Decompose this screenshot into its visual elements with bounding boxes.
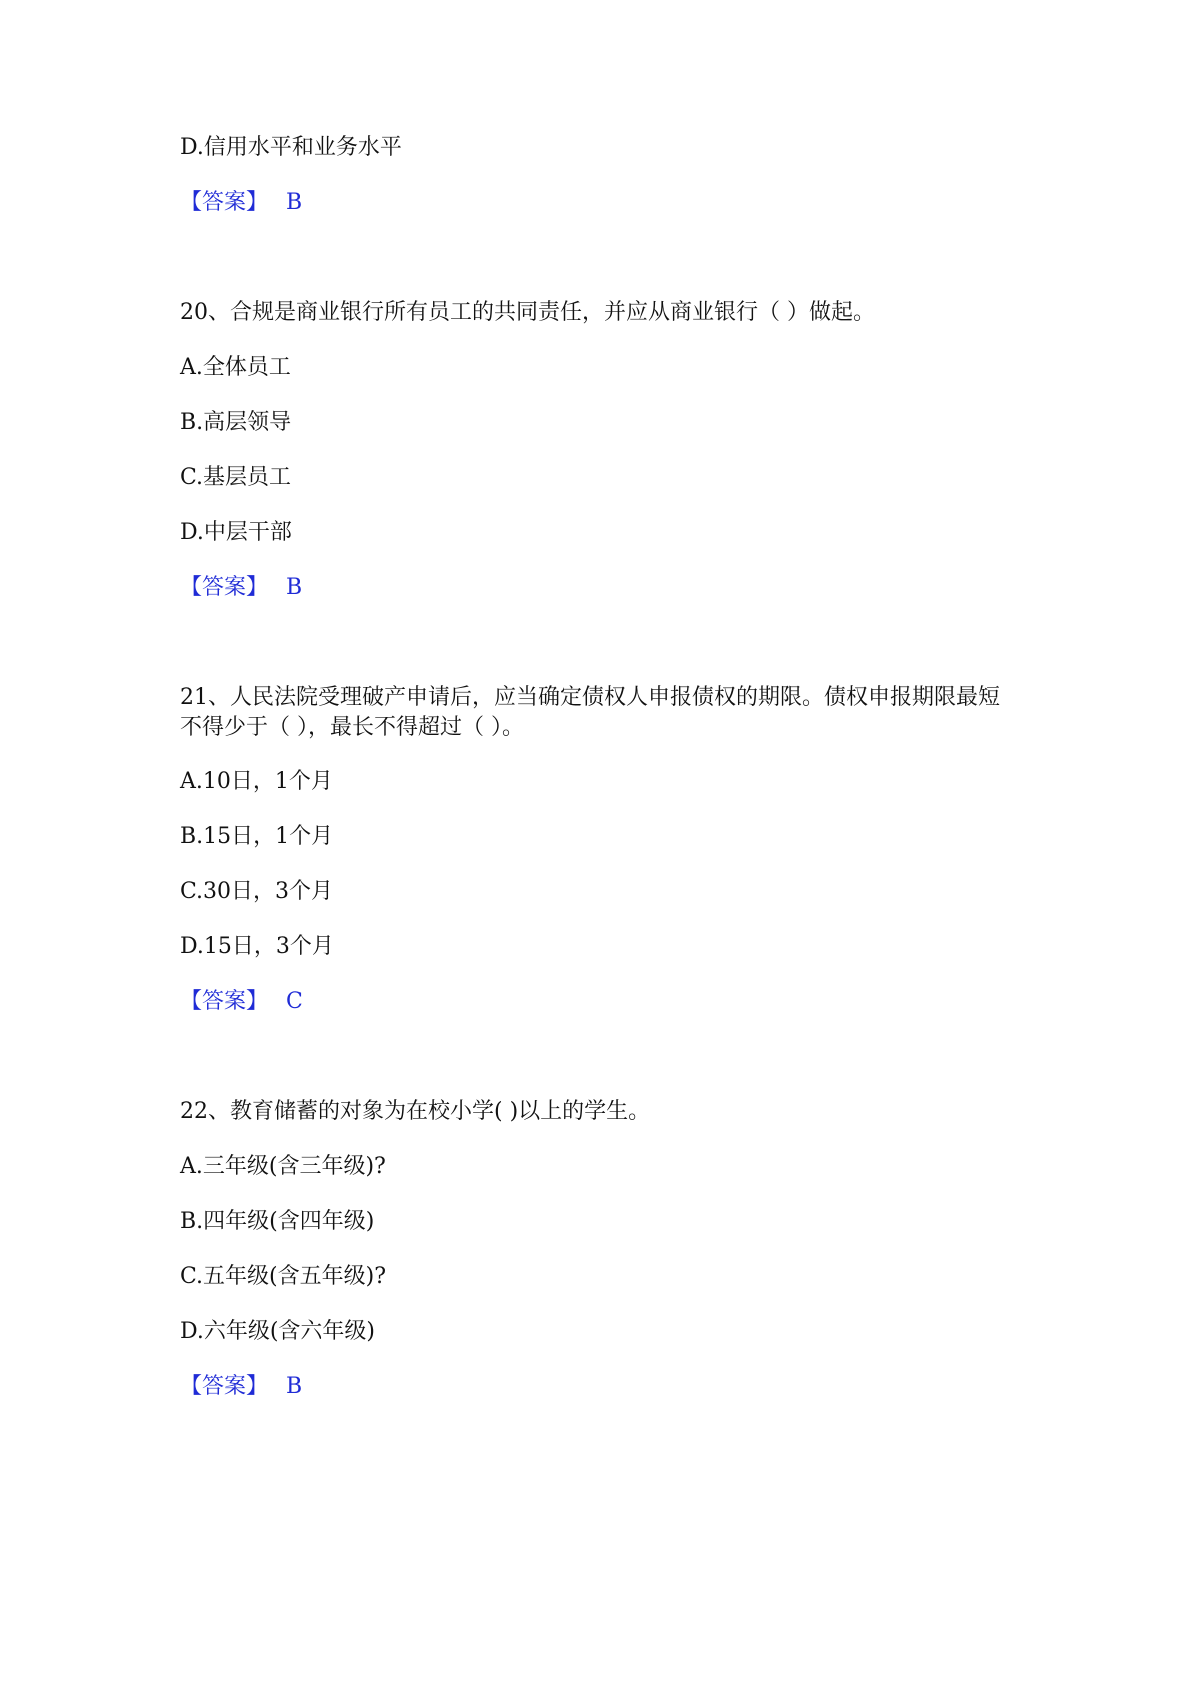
q22-question: 22、教育储蓄的对象为在校小学( )以上的学生。	[180, 1099, 651, 1124]
q21-option-b: B.15日，1个月	[180, 824, 334, 849]
q21-answer	[180, 987, 303, 1017]
q21-option-c: C.30日，3个月	[180, 879, 334, 904]
q19-option-d: D.信用水平和业务水平	[180, 135, 402, 160]
q20-answer	[180, 573, 302, 603]
q20-option-c: C.基层员工	[180, 465, 292, 490]
q22-answer	[180, 1372, 302, 1402]
q20-question: 20、合规是商业银行所有员工的共同责任，并应从商业银行（ ）做起。	[180, 300, 875, 325]
answer-label: 【答案】	[180, 989, 269, 1014]
answer-value: B	[286, 190, 303, 215]
answer-value: C	[286, 989, 303, 1014]
q22-option-c: C.五年级(含五年级)?	[180, 1264, 387, 1289]
q22-option-b: B.四年级(含四年级)	[180, 1209, 375, 1234]
q20-option-d: D.中层干部	[180, 520, 292, 545]
q19-answer	[180, 188, 302, 218]
answer-label: 【答案】	[180, 190, 269, 215]
q21-question: 21、人民法院受理破产申请后，应当确定债权人申报债权的期限。债权申报期限最短不得少于（ ），最长不得超过（ ）。	[180, 685, 1000, 740]
answer-value: B	[286, 575, 303, 600]
q22-option-d: D.六年级(含六年级)	[180, 1319, 376, 1344]
q21-option-a: A.10日，1个月	[180, 769, 333, 794]
q21-option-d: D.15日，3个月	[180, 934, 334, 959]
answer-label: 【答案】	[180, 575, 269, 600]
answer-value: B	[286, 1374, 303, 1399]
q20-option-a: A.全体员工	[180, 355, 291, 380]
q22-option-a: A.三年级(含三年级)?	[180, 1154, 386, 1179]
q20-option-b: B.高层领导	[180, 410, 292, 435]
answer-label: 【答案】	[180, 1374, 269, 1399]
